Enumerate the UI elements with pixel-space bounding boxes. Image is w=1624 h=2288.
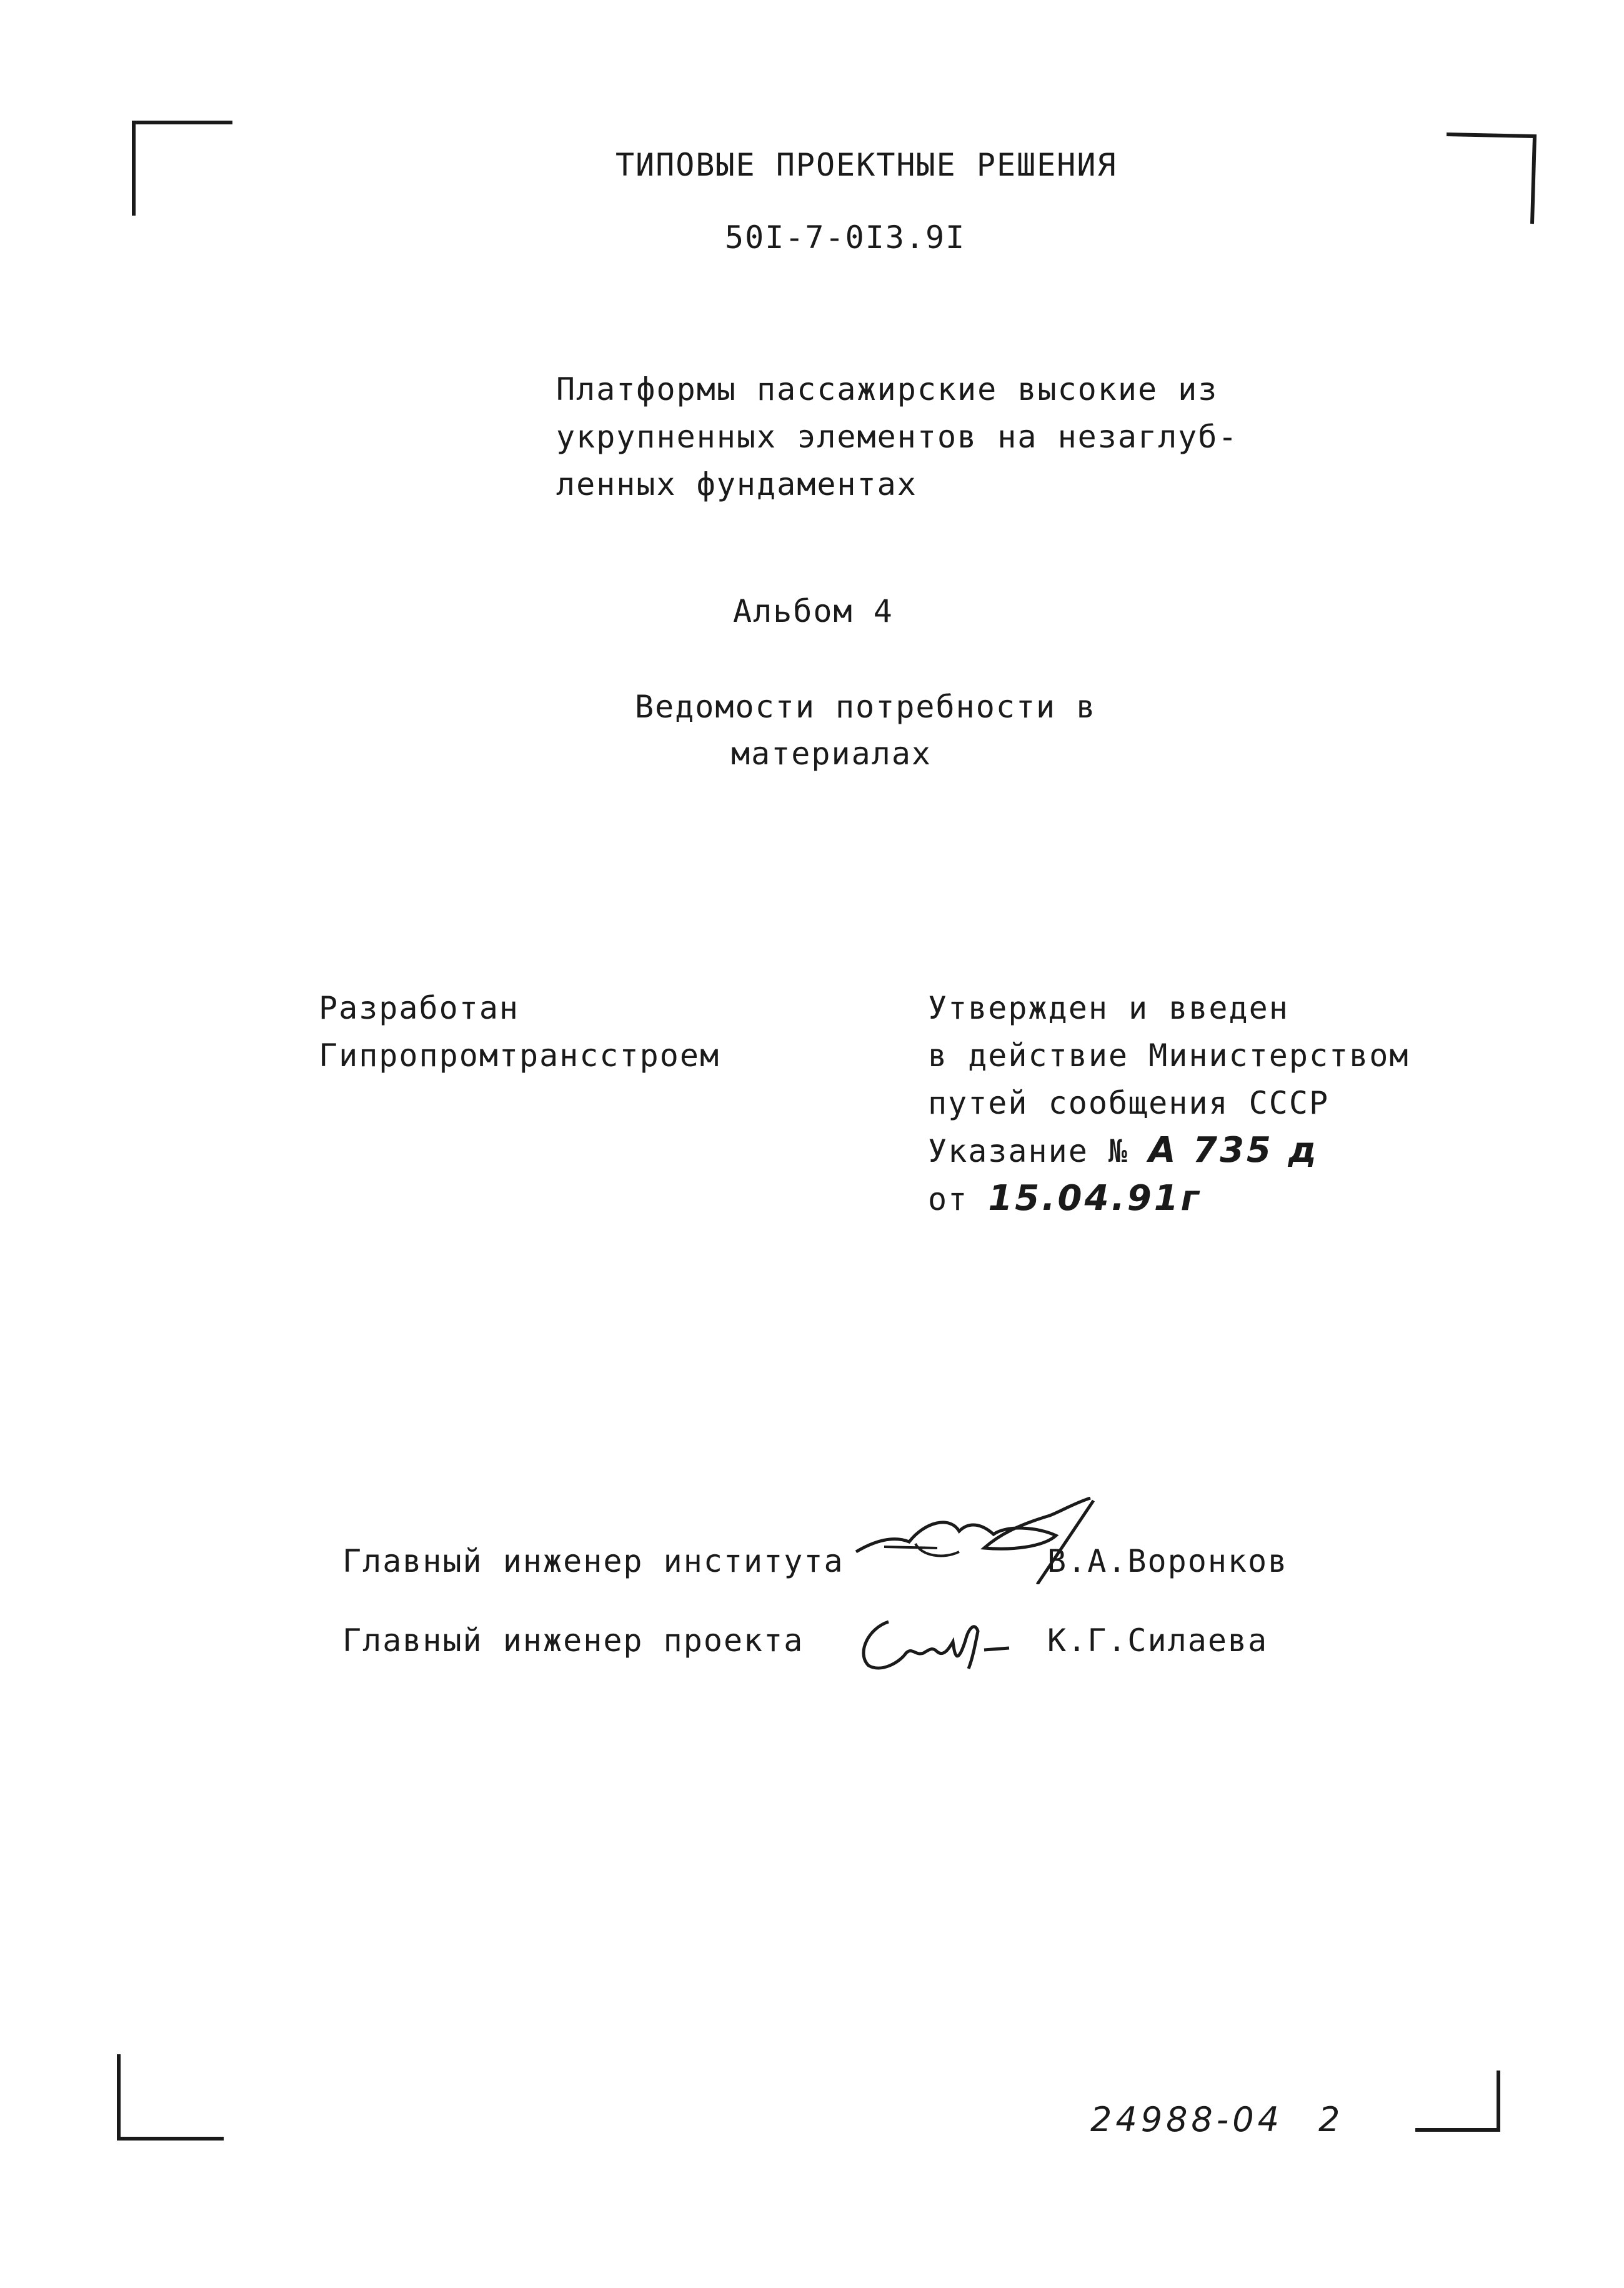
approval-block <box>928 984 1409 1223</box>
developed-label: Разработан <box>319 990 520 1026</box>
approval-line: в действие Министерством <box>928 1037 1410 1074</box>
subject-line: Платформы пассажирские высокие из <box>556 371 1218 407</box>
album-number: Альбом 4 <box>733 593 894 629</box>
signature-silaeva <box>850 1603 1012 1678</box>
inventory-number: 24988-04 <box>1090 2100 1283 2139</box>
subject-title <box>556 366 1238 508</box>
subject-line: укрупненных элементов на незаглуб- <box>556 419 1238 455</box>
signature-role-institute: Главный инженер института <box>342 1543 844 1579</box>
signature-role-project: Главный инженер проекта <box>342 1622 804 1659</box>
sheet-number: 2 <box>1318 2100 1344 2139</box>
order-line <box>928 1127 1409 1175</box>
order-number: А 735 д <box>1148 1130 1319 1171</box>
date-value: 15.04.91г <box>988 1178 1202 1219</box>
date-label: от <box>928 1181 969 1217</box>
date-line <box>928 1175 1409 1223</box>
order-label: Указание № <box>928 1133 1129 1169</box>
developed-by <box>319 984 720 1079</box>
series-title: ТИПОВЫЕ ПРОЕКТНЫЕ РЕШЕНИЯ <box>615 147 1117 183</box>
contents-line: Ведомости потребности в <box>635 689 1097 725</box>
signature-name-voronkov: В.А.Воронков <box>1047 1543 1288 1579</box>
document-code: 50I-7-0I3.9I <box>725 219 966 256</box>
developer-name: Гипропромтрансстроем <box>319 1037 720 1074</box>
signature-name-silaeva: К.Г.Силаева <box>1047 1622 1268 1659</box>
subject-line: ленных фундаментах <box>556 466 917 502</box>
contents-line: материалах <box>731 736 932 772</box>
approval-line: путей сообщения СССР <box>928 1085 1330 1121</box>
approval-line: Утвержден и введен <box>928 990 1289 1026</box>
